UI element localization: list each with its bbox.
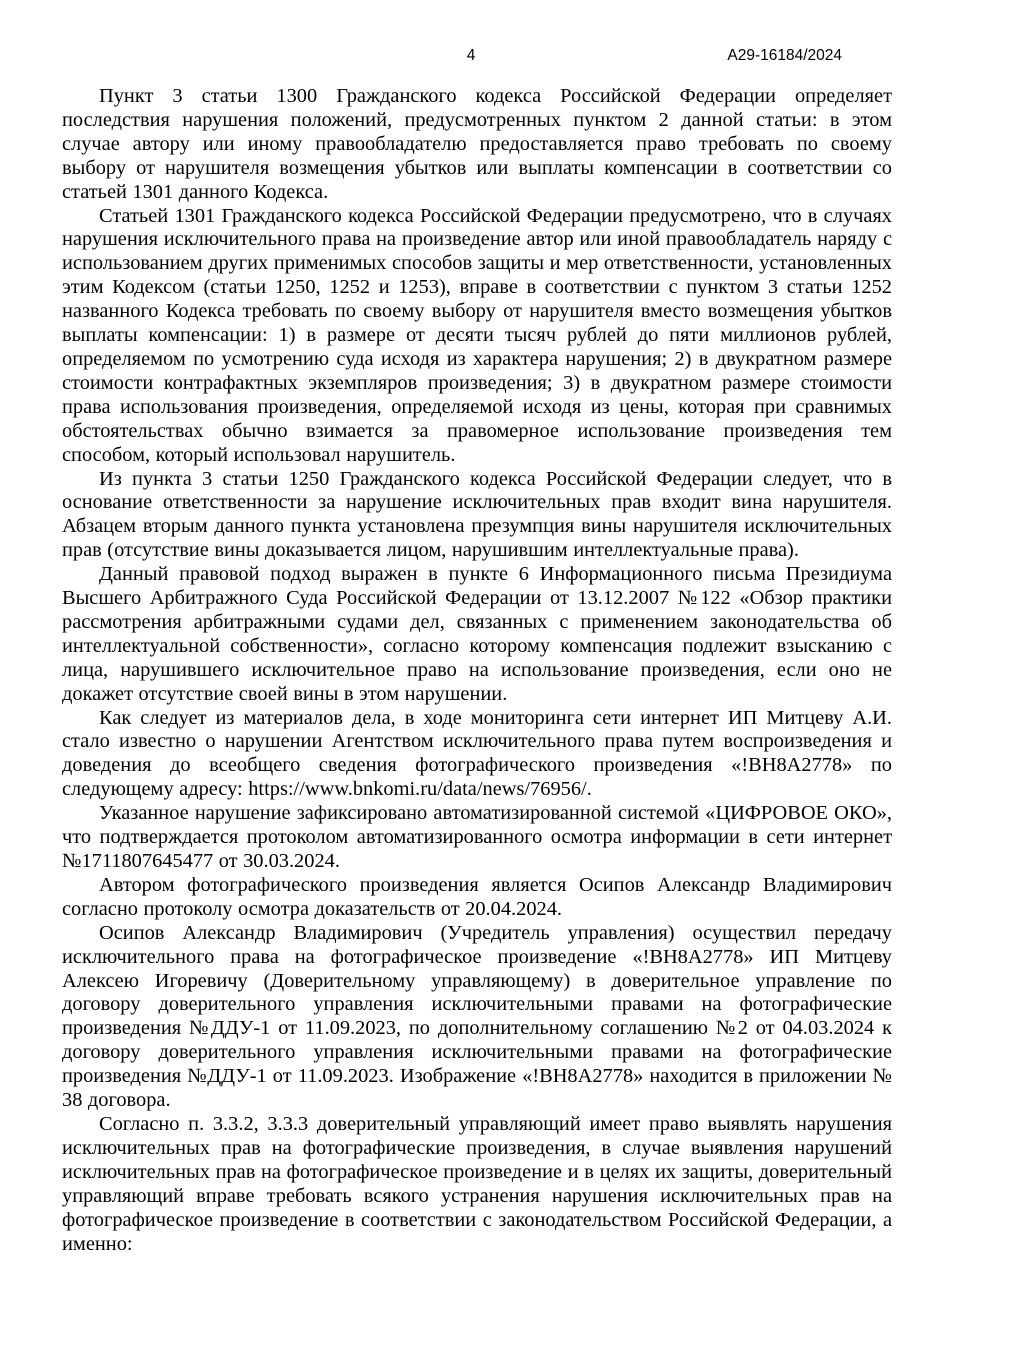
paragraph-6: Указанное нарушение зафиксировано автоматизированной системой «ЦИФРОВОЕ ОКО», что подтверждается протоколом автоматизированного осмотра информации в сети интернет №1711807645477 от 30.03.2024. xyxy=(62,802,892,872)
paragraph-9: Согласно п. 3.3.2, 3.3.3 доверительный управляющий имеет право выявлять нарушения исключительных прав на фотографические произведения, в случае выявления нарушений исключительных прав на фотографическое произведение и в целях их защиты, доверительный управляющий вправе требовать всякого устранения нарушения исключительных прав на фотографическое произведение в соответствии с законодательством Российской Федерации, а именно: xyxy=(62,1112,892,1255)
paragraph-4: Данный правовой подход выражен в пункте 6 Информационного письма Президиума Высшего Арбитражного Суда Российской Федерации от 13.12.2007 №122 «Обзор практики рассмотрения арбитражными судами дел, связанных с применением законодательства об интеллектуальной собственности», согласно которому компенсация подлежит взысканию с лица, нарушившего исключительное право на использование произведения, если оно не докажет отсутствие своей вины в этом нарушении. xyxy=(62,563,892,705)
case-number: А29-16184/2024 xyxy=(727,47,842,64)
paragraph-7: Автором фотографического произведения является Осипов Александр Владимирович согласно протоколу осмотра доказательств от 20.04.2024. xyxy=(62,873,892,920)
page-number: 4 xyxy=(466,47,476,64)
paragraph-5: Как следует из материалов дела, в ходе мониторинга сети интернет ИП Митцеву А.И. стало известно о нарушении Агентством исключительного права путем воспроизведения и доведения до всеобщего сведения фотографического произведения «!BH8A2778» по следующему адресу: https://www.bnkomi.ru/data/news/76956/. xyxy=(62,706,892,801)
paragraph-2: Статьей 1301 Гражданского кодекса Российской Федерации предусмотрено, что в случаях нарушения исключительного права на произведение автор или иной правообладатель наряду с использованием других применимых способов защиты и мер ответственности, установленных этим Кодексом (статьи 1250, 1252 и 1253), вправе в соответствии с пунктом 3 статьи 1252 названного Кодекса требовать по своему выбору от нарушителя вместо возмещения убытков выплаты компенсации: 1) в размере от десяти тысяч рублей до пяти миллионов рублей, определяемом по усмотрению суда исходя из характера нарушения; 2) в двукратном размере стоимости контрафактных экземпляров произведения; 3) в двукратном размере стоимости права использования произведения, определяемой исходя из цены, которая при сравнимых обстоятельствах обычно взимается за правомерное использование произведения тем способом, который использовал нарушитель. xyxy=(62,204,892,466)
document-body xyxy=(62,85,892,1256)
paragraph-1: Пункт 3 статьи 1300 Гражданского кодекса Российской Федерации определяет последствия нарушения положений, предусмотренных пунктом 2 данной статьи: в этом случае автору или иному правообладателю предоставляется право требовать по своему выбору от нарушителя возмещения убытков или выплаты компенсации в соответствии со статьей 1301 данного Кодекса. xyxy=(62,85,892,203)
paragraph-3: Из пункта 3 статьи 1250 Гражданского кодекса Российской Федерации следует, что в основание ответственности за нарушение исключительных прав входит вина нарушителя. Абзацем вторым данного пункта установлена презумпция вины нарушителя исключительных прав (отсутствие вины доказывается лицом, нарушившим интеллектуальные права). xyxy=(62,467,892,562)
paragraph-8: Осипов Александр Владимирович (Учредитель управления) осуществил передачу исключительного права на фотографическое произведение «!BH8A2778» ИП Митцеву Алексею Игоревичу (Доверительному управляющему) в доверительное управление по договору доверительного управления исключительными правами на фотографические произведения №ДДУ-1 от 11.09.2023, по дополнительному соглашению №2 от 04.03.2024 к договору доверительного управления исключительными правами на фотографические произведения №ДДУ-1 от 11.09.2023. Изображение «!BH8A2778» находится в приложении № 38 договора. xyxy=(62,921,892,1112)
page-header xyxy=(0,47,1015,67)
